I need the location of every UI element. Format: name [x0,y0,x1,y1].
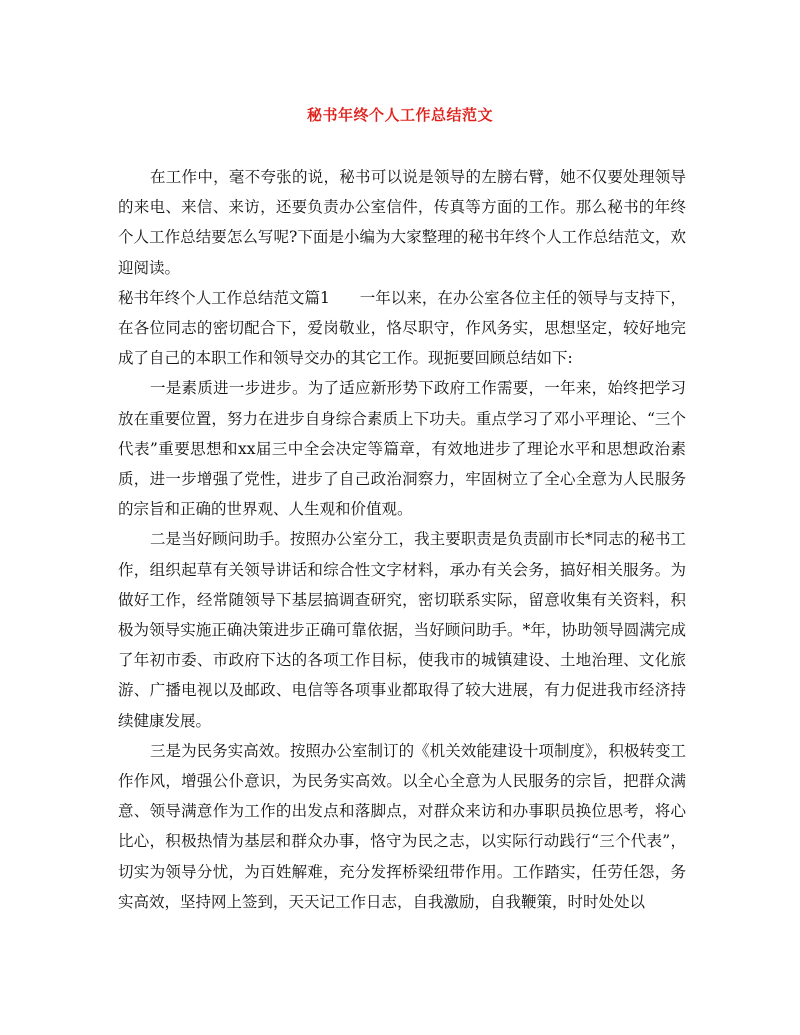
point-two-paragraph: 二是当好顾问助手。按照办公室分工，我主要职责是负责副市长*同志的秘书工作，组织起草有关领导讲话和综合性文字材料，承办有关会务，搞好相关服务。为做好工作，经常随领导下基层搞调查研究，密切联系实际，留意收集有关资料，积极为领导实施正确决策进步正确可靠依据，当好顾问助手。*年，协助领导圆满完成了年初市委、市政府下达的各项工作目标，使我市的城镇建设、土地治理、文化旅游、广播电视以及邮政、电信等各项事业都取得了较大进展，有力促进我市经济持续健康发展。 [118,530,686,730]
document-title: 秘书年终个人工作总结范文 [306,106,493,124]
section-heading: 秘书年终个人工作总结范文篇1 [118,288,330,307]
section-opening-text: 一年以来，在办公室各位主任的领导与支持下，在各位同志的密切配合下，爱岗敬业，恪尽职守，作风务实，思想坚定，较好地完成了自己的本职工作和领导交办的其它工作。现扼要回顾总结如下: [118,288,686,368]
point-three-paragraph: 三是为民务实高效。按照办公室制订的《机关效能建设十项制度》，积极转变工作作风，增强公仆意识，为民务实高效。以全心全意为人民服务的宗旨，把群众满意、领导满意作为工作的出发点和落脚点，对群众来访和办事职员换位思考，将心比心，积极热情为基层和群众办事，恪守为民之志，以实际行动践行“三个代表”，切实为领导分忧，为百姓解难，充分发挥桥梁纽带作用。工作踏实，任劳任怨，务实高效，坚持网上签到，天天记工作日志，自我激励，自我鞭策，时时处处以 [118,741,686,911]
section-paragraph [118,283,686,374]
intro-paragraph: 在工作中，毫不夸张的说，秘书可以说是领导的左膀右臂，她不仅要处理领导的来电、来信、来访，还要负责办公室信件，传真等方面的工作。那么秘书的年终个人工作总结要怎么写呢?下面是小编为大家整理的秘书年终个人工作总结范文，欢迎阅读。 [118,168,686,277]
document-body [118,162,686,917]
point-one-paragraph: 一是素质进一步进步。为了适应新形势下政府工作需要，一年来，始终把学习放在重要位置，努力在进步自身综合素质上下功夫。重点学习了邓小平理论、“三个代表”重要思想和xx届三中全会决定等篇章，有效地进步了理论水平和思想政治素质，进一步增强了党性，进步了自己政治洞察力，牢固树立了全心全意为人民服务的宗旨和正确的世界观、人生观和价值观。 [118,379,686,519]
